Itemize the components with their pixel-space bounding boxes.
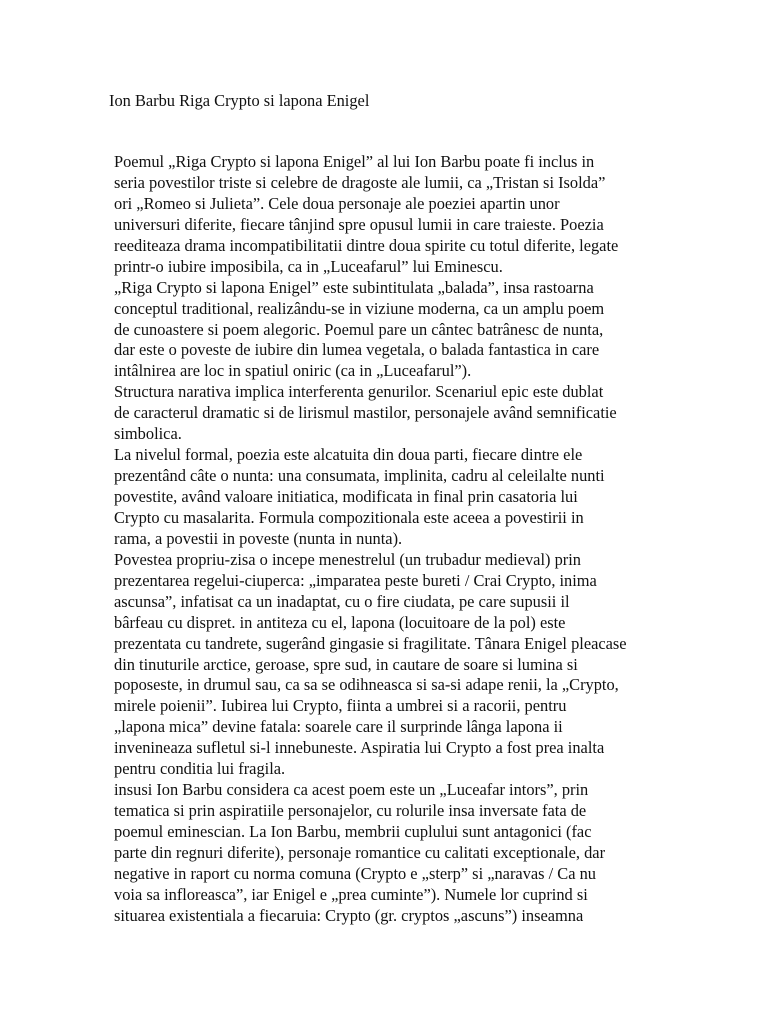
- text-line: „Riga Crypto si lapona Enigel” este subintitulata „balada”, insa rastoarna: [114, 277, 594, 297]
- text-line: prezentând câte o nunta: una consumata, implinita, cadru al celeilalte nunti: [114, 466, 605, 486]
- text-line: ori „Romeo si Julieta”. Cele doua personaje ale poeziei apartin unor: [114, 193, 560, 213]
- text-line: Structura narativa implica interferenta genurilor. Scenariul epic este dublat: [114, 382, 604, 402]
- text-line: de caracterul dramatic si de lirismul mastilor, personajele având semnificatie: [114, 403, 617, 423]
- text-line: poemul eminescian. La Ion Barbu, membrii cuplului sunt antagonici (fac: [114, 822, 592, 841]
- text-line: situarea existentiala a fiecaruia: Crypto (gr. cryptos „ascuns”) inseamna: [114, 905, 584, 925]
- text-line: „lapona mica” devine fatala: soarele care il surprinde lânga lapona ii: [114, 717, 563, 737]
- text-line: intâlnirea are loc in spatiul oniric (ca in „Luceafarul”).: [114, 361, 472, 381]
- document-title: Ion Barbu Riga Crypto si lapona Enigel: [109, 91, 370, 110]
- text-line: bârfeau cu dispret. in antiteza cu el, lapona (locuitoare de la pol) este: [114, 612, 566, 632]
- text-line: prezentata cu tandrete, sugerând gingasie si fragilitate. Tânara Enigel pleacase: [114, 633, 627, 653]
- text-line: poposeste, in drumul sau, ca sa se odihneasca si sa-si adape renii, la „Crypto,: [114, 675, 619, 695]
- text-line: Povestea propriu-zisa o incepe menestrelul (un trubadur medieval) prin: [114, 549, 581, 569]
- text-line: ascunsa”, infatisat ca un inadaptat, cu o fire ciudata, pe care supusii il: [114, 591, 570, 611]
- document-body: [114, 152, 674, 927]
- text-line: insusi Ion Barbu considera ca acest poem este un „Luceafar intors”, prin: [114, 780, 589, 800]
- text-line: printr-o iubire imposibila, ca in „Luceafarul” lui Eminescu.: [114, 256, 503, 276]
- text-line: voia sa infloreasca”, iar Enigel e „prea cuminte”). Numele lor cuprind si: [114, 884, 588, 904]
- text-line: din tinuturile arctice, geroase, spre sud, in cautare de soare si lumina si: [114, 654, 578, 674]
- text-line: povestite, având valoare initiatica, modificata in final prin casatoria lui: [114, 487, 578, 506]
- text-line: mirele poienii”. Iubirea lui Crypto, fiinta a umbrei si a racorii, pentru: [114, 696, 567, 716]
- text-line: La nivelul formal, poezia este alcatuita din doua parti, fiecare dintre ele: [114, 445, 583, 465]
- text-line: rama, a povestii in poveste (nunta in nunta).: [114, 528, 403, 548]
- text-line: conceptul traditional, realizându-se in viziune moderna, ca un amplu poem: [114, 298, 605, 318]
- text-line: de cunoastere si poem alegoric. Poemul pare un cântec batrânesc de nunta,: [114, 319, 604, 339]
- text-line: Crypto cu masalarita. Formula compozitionala este aceea a povestirii in: [114, 507, 584, 527]
- text-line: tematica si prin aspiratiile personajelor, cu rolurile insa inversate fata de: [114, 801, 587, 821]
- text-line: seria povestilor triste si celebre de dragoste ale lumii, ca „Tristan si Isolda”: [114, 172, 606, 192]
- text-line: invenineaza sufletul si-l innebuneste. Aspiratia lui Crypto a fost prea inalta: [114, 738, 605, 758]
- text-line: dar este o poveste de iubire din lumea vegetala, o balada fantastica in care: [114, 340, 600, 360]
- text-line: simbolica.: [114, 424, 182, 444]
- text-line: negative in raport cu norma comuna (Crypto e „sterp” si „naravas / Ca nu: [114, 863, 596, 883]
- text-line: prezentarea regelui-ciuperca: „imparatea peste bureti / Crai Crypto, inima: [114, 570, 597, 590]
- text-line: parte din regnuri diferite), personaje romantice cu calitati exceptionale, dar: [114, 842, 606, 862]
- text-line: reediteaza drama incompatibilitatii dintre doua spirite cu totul diferite, legate: [114, 235, 619, 255]
- text-line: pentru conditia lui fragila.: [114, 759, 286, 779]
- text-line: Poemul „Riga Crypto si lapona Enigel” al lui Ion Barbu poate fi inclus in: [114, 152, 595, 171]
- text-line: universuri diferite, fiecare tânjind spre opusul lumii in care traieste. Poezia: [114, 214, 604, 234]
